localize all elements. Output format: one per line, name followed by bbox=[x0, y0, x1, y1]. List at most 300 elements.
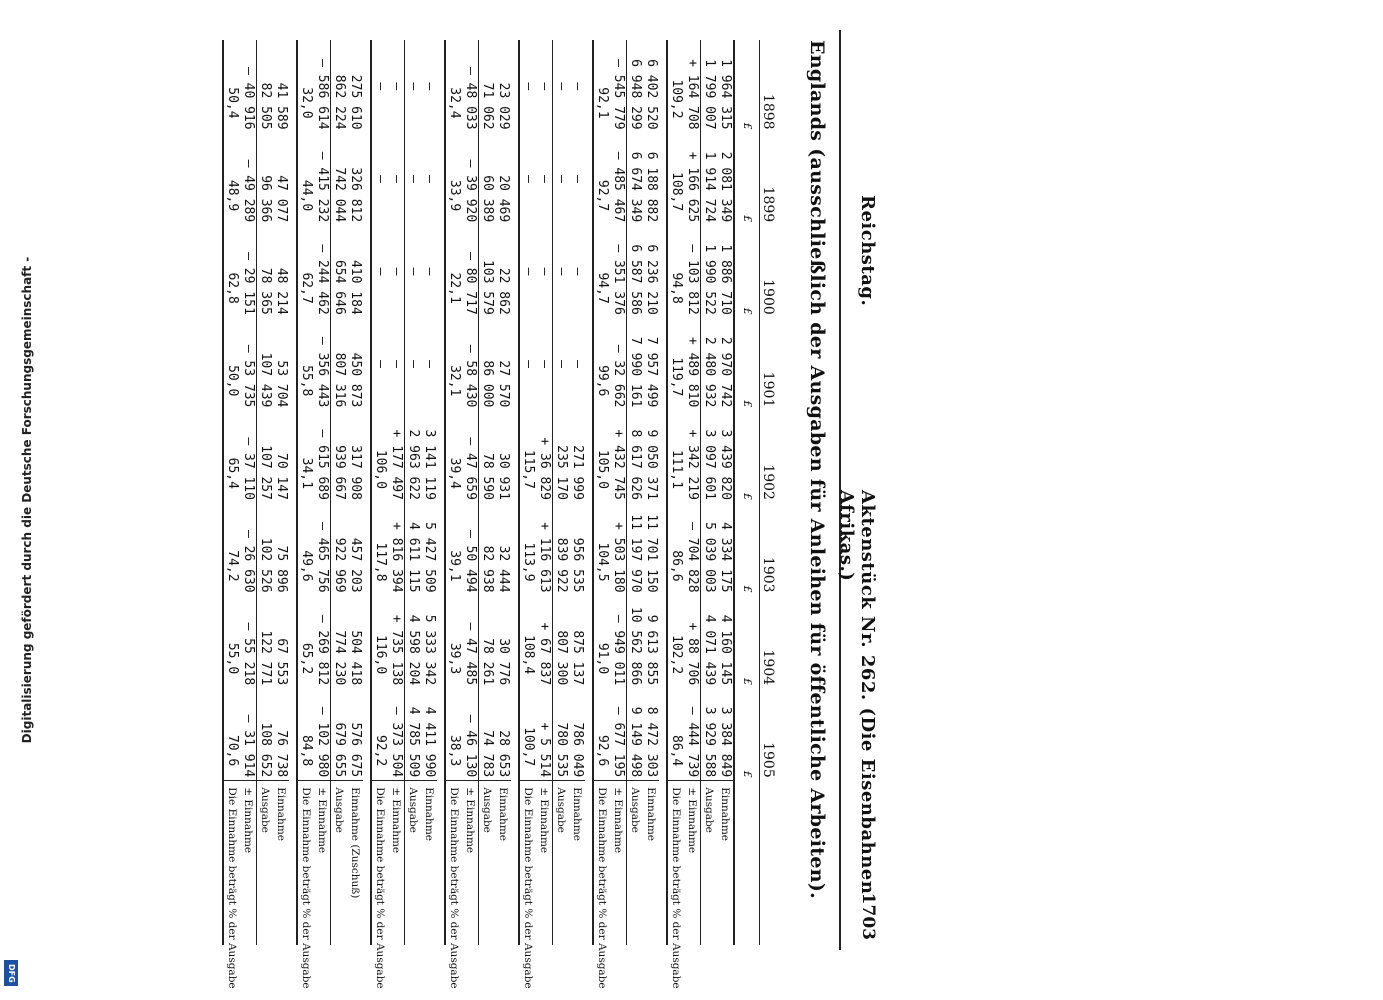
table-cell: 55,8 bbox=[297, 318, 314, 411]
gap-cell bbox=[363, 40, 371, 133]
gap-cell bbox=[289, 781, 297, 945]
table-row bbox=[519, 40, 536, 945]
table-cell: + 116 613 bbox=[537, 522, 552, 593]
table-cell: — 40 916 bbox=[241, 66, 256, 130]
table-cell: — 46 130 bbox=[463, 714, 478, 778]
currency-cell: £ bbox=[734, 503, 760, 596]
table-cell: 106,0 bbox=[371, 410, 388, 503]
table-cell: 22,1 bbox=[445, 225, 462, 318]
table-cell: — 103 812 bbox=[685, 244, 700, 315]
table-cell: — 31 914 bbox=[241, 714, 256, 778]
table-cell: 1 799 007 bbox=[701, 40, 718, 133]
table-cell: 78 365 bbox=[257, 225, 274, 318]
table-cell: 39,1 bbox=[445, 503, 462, 596]
currency-cell: £ bbox=[734, 133, 760, 226]
table-cell: — bbox=[519, 40, 536, 133]
gap-cell bbox=[437, 318, 445, 411]
row-label: Ausgabe bbox=[331, 781, 348, 945]
table-cell: — 102 980 bbox=[315, 706, 330, 778]
gap-cell bbox=[585, 225, 593, 318]
table-cell: 875 137 bbox=[570, 630, 585, 686]
gap-cell bbox=[437, 40, 445, 133]
table-row bbox=[462, 40, 479, 945]
table-cell: 9 050 371 bbox=[644, 429, 659, 500]
table-cell: — bbox=[405, 133, 422, 226]
row-label: Ausgabe bbox=[257, 781, 274, 945]
table-cell: + 67 837 bbox=[537, 622, 552, 686]
table-cell: — 444 739 bbox=[685, 706, 700, 778]
row-label: Die Einnahme beträgt % der Ausgabe bbox=[371, 781, 388, 945]
gap-cell bbox=[585, 503, 593, 596]
table-row bbox=[314, 40, 331, 945]
table-cell: 23 029 bbox=[496, 82, 511, 130]
gap-cell bbox=[363, 318, 371, 411]
gap-cell bbox=[437, 781, 445, 945]
table-cell: 6 674 349 bbox=[627, 133, 644, 226]
table-cell: 3 141 119 bbox=[422, 429, 437, 500]
table-cell: 11 701 150 bbox=[644, 514, 659, 593]
table-cell: — bbox=[537, 82, 552, 91]
table-cell: — bbox=[553, 133, 570, 226]
header-title: Aktenstück Nr. 262. (Die Eisenbahnen Afrikas.) bbox=[836, 490, 878, 895]
row-label: Einnahme bbox=[569, 781, 585, 945]
table-cell: 6 948 299 bbox=[627, 40, 644, 133]
table-cell: 119,7 bbox=[667, 318, 684, 411]
row-label: Die Einnahme beträgt % der Ausgabe bbox=[667, 781, 684, 945]
gap-cell bbox=[363, 688, 371, 781]
table-cell: 1 990 522 bbox=[701, 225, 718, 318]
gap-cell bbox=[659, 781, 667, 945]
year-header: 1903 bbox=[760, 503, 789, 596]
table-title: Englands (ausschließlich der Ausgaben für Anleihen für öffentliche Arbeiten). bbox=[806, 40, 828, 900]
row-label: Die Einnahme beträgt % der Ausgabe bbox=[297, 781, 314, 945]
row-label: ± Einnahme bbox=[462, 781, 479, 945]
gap-cell bbox=[585, 318, 593, 411]
table-cell: — bbox=[553, 318, 570, 411]
table-row bbox=[297, 40, 314, 945]
table-cell: — 356 443 bbox=[315, 336, 330, 408]
table-cell: 107 439 bbox=[257, 318, 274, 411]
table-cell: — bbox=[389, 267, 404, 276]
table-cell: — bbox=[405, 40, 422, 133]
table-cell: 679 655 bbox=[331, 688, 348, 781]
table-cell: 30 776 bbox=[496, 638, 511, 686]
table-cell: — bbox=[537, 360, 552, 368]
table-row bbox=[553, 40, 570, 945]
row-label: ± Einnahme bbox=[610, 781, 627, 945]
currency-cell: £ bbox=[734, 318, 760, 411]
finance-table bbox=[222, 40, 788, 989]
table-cell: 6 402 520 bbox=[644, 59, 659, 130]
gap-cell bbox=[659, 225, 667, 318]
table-cell: — bbox=[422, 174, 437, 183]
gap-cell bbox=[511, 410, 519, 503]
row-label: Einnahme (Zuschuß) bbox=[347, 781, 363, 945]
table-cell: 654 646 bbox=[331, 225, 348, 318]
gap-cell bbox=[659, 596, 667, 689]
table-row bbox=[331, 40, 348, 945]
table-row bbox=[388, 40, 405, 945]
table-cell: 5 039 003 bbox=[701, 503, 718, 596]
table-cell: 92,6 bbox=[593, 688, 610, 781]
table-row bbox=[371, 40, 388, 945]
table-cell: 92,2 bbox=[371, 688, 388, 781]
table-cell: 38,3 bbox=[445, 688, 462, 781]
table-cell: 53 704 bbox=[274, 360, 289, 408]
table-row bbox=[717, 40, 734, 945]
table-cell: + 432 745 bbox=[611, 429, 626, 500]
table-cell: — bbox=[519, 133, 536, 226]
table-cell: 76 738 bbox=[274, 730, 289, 778]
row-label: Ausgabe bbox=[701, 781, 718, 945]
table-cell: 807 316 bbox=[331, 318, 348, 411]
group-gap bbox=[437, 40, 445, 945]
row-label: Ausgabe bbox=[553, 781, 570, 945]
year-header: 1899 bbox=[760, 133, 789, 226]
table-cell: — bbox=[570, 174, 585, 183]
gap-cell bbox=[659, 133, 667, 226]
table-cell: + 164 708 bbox=[685, 59, 700, 130]
table-cell: 28 653 bbox=[496, 730, 511, 778]
table-cell: 504 418 bbox=[348, 630, 363, 686]
table-cell: 44,0 bbox=[297, 133, 314, 226]
table-cell: — 465 756 bbox=[315, 522, 330, 593]
table-cell: — bbox=[405, 318, 422, 411]
table-row bbox=[593, 40, 610, 945]
table-cell: 86,6 bbox=[667, 503, 684, 596]
table-cell: 1 914 724 bbox=[701, 133, 718, 226]
table-cell: 70 147 bbox=[274, 453, 289, 500]
table-cell: 70,6 bbox=[223, 688, 240, 781]
table-cell: — bbox=[553, 40, 570, 133]
table-cell: 67 553 bbox=[274, 638, 289, 686]
year-header: 1904 bbox=[760, 596, 789, 689]
table-cell: + 5 514 bbox=[537, 722, 552, 778]
table-cell: 4 160 145 bbox=[718, 614, 733, 686]
table-cell: 48 214 bbox=[274, 267, 289, 315]
table-row bbox=[405, 40, 422, 945]
table-cell: 49,6 bbox=[297, 503, 314, 596]
label-header bbox=[760, 781, 789, 945]
table-cell: 115,7 bbox=[519, 410, 536, 503]
table-cell: — 49 289 bbox=[241, 159, 256, 223]
table-cell: 104,5 bbox=[593, 503, 610, 596]
table-cell: 122 771 bbox=[257, 596, 274, 689]
table-cell: 108,7 bbox=[667, 133, 684, 226]
table-cell: — 50 494 bbox=[463, 529, 478, 593]
gap-cell bbox=[437, 133, 445, 226]
table-cell: 75 896 bbox=[274, 545, 289, 593]
table-row bbox=[495, 40, 511, 945]
table-cell: 102,2 bbox=[667, 596, 684, 689]
table-cell: 109,2 bbox=[667, 40, 684, 133]
table-cell: 62,7 bbox=[297, 225, 314, 318]
table-cell: — 615 689 bbox=[315, 429, 330, 500]
table-cell: 91,0 bbox=[593, 596, 610, 689]
page-number: 1703 bbox=[858, 892, 878, 940]
row-label: Einnahme bbox=[421, 781, 437, 945]
table-cell: 32,1 bbox=[445, 318, 462, 411]
gap-cell bbox=[511, 40, 519, 133]
table-cell: 786 049 bbox=[570, 722, 585, 778]
gap-cell bbox=[511, 225, 519, 318]
row-label: Einnahme bbox=[717, 781, 734, 945]
table-cell: — bbox=[570, 360, 585, 368]
table-cell: 86 000 bbox=[479, 318, 496, 411]
table-cell: — 949 011 bbox=[611, 614, 626, 686]
table-cell: 1 964 315 bbox=[718, 59, 733, 130]
gap-cell bbox=[511, 688, 519, 781]
table-cell: — 48 033 bbox=[463, 66, 478, 130]
table-cell: — bbox=[537, 174, 552, 183]
year-header: 1905 bbox=[760, 688, 789, 781]
table-row bbox=[223, 40, 240, 945]
row-label: Ausgabe bbox=[405, 781, 422, 945]
table-cell: + 177 497 bbox=[389, 429, 404, 500]
table-cell: — bbox=[553, 225, 570, 318]
table-cell: — bbox=[422, 267, 437, 276]
gap-cell bbox=[363, 133, 371, 226]
gap-cell bbox=[289, 410, 297, 503]
table-cell: 410 184 bbox=[348, 259, 363, 315]
group-gap bbox=[363, 40, 371, 945]
table-cell: 774 230 bbox=[331, 596, 348, 689]
table-cell: 317 908 bbox=[348, 445, 363, 500]
table-cell: 2 480 932 bbox=[701, 318, 718, 411]
table-cell: 4 611 115 bbox=[405, 503, 422, 596]
table-cell: 271 999 bbox=[570, 445, 585, 500]
table-cell: — 586 614 bbox=[315, 59, 330, 130]
gap-cell bbox=[289, 318, 297, 411]
table-cell: 780 535 bbox=[553, 688, 570, 781]
table-row bbox=[536, 40, 553, 945]
table-cell: — bbox=[422, 82, 437, 91]
table-cell: 50,4 bbox=[223, 40, 240, 133]
table-cell: — 485 467 bbox=[611, 151, 626, 223]
gap-cell bbox=[511, 781, 519, 945]
table-cell: 3 097 601 bbox=[701, 410, 718, 503]
currency-cell: £ bbox=[734, 596, 760, 689]
gap-cell bbox=[511, 596, 519, 689]
table-cell: 576 675 bbox=[348, 722, 363, 778]
table-row bbox=[643, 40, 659, 945]
table-cell: 92,7 bbox=[593, 133, 610, 226]
table-row bbox=[479, 40, 496, 945]
funding-note: Digitalisierung gefördert durch die Deutsche Forschungsgemeinschaft - bbox=[20, 256, 34, 744]
table-cell: — 53 735 bbox=[241, 344, 256, 408]
gap-cell bbox=[363, 225, 371, 318]
gap-cell bbox=[363, 596, 371, 689]
table-cell: 862 224 bbox=[331, 40, 348, 133]
row-label: ± Einnahme bbox=[388, 781, 405, 945]
table-cell: 22 862 bbox=[496, 267, 511, 315]
table-cell: 108 652 bbox=[257, 688, 274, 781]
currency-cell: £ bbox=[734, 688, 760, 781]
table-row bbox=[627, 40, 644, 945]
table-cell: 2 963 622 bbox=[405, 410, 422, 503]
gap-cell bbox=[437, 596, 445, 689]
table-cell: 6 236 210 bbox=[644, 244, 659, 315]
row-label: Ausgabe bbox=[627, 781, 644, 945]
row-label: Die Einnahme beträgt % der Ausgabe bbox=[445, 781, 462, 945]
row-label: ± Einnahme bbox=[240, 781, 257, 945]
table-cell: — bbox=[389, 174, 404, 183]
table-cell: 4 071 439 bbox=[701, 596, 718, 689]
year-header: 1898 bbox=[760, 40, 789, 133]
table-cell: 41 589 bbox=[274, 82, 289, 130]
running-header bbox=[836, 30, 883, 950]
currency-cell: £ bbox=[734, 410, 760, 503]
table-cell: 102 526 bbox=[257, 503, 274, 596]
table-cell: + 36 829 bbox=[537, 437, 552, 500]
gap-cell bbox=[585, 781, 593, 945]
table-cell: 275 610 bbox=[348, 74, 363, 130]
table-cell: 956 535 bbox=[570, 537, 585, 593]
gap-cell bbox=[437, 503, 445, 596]
table-cell: — bbox=[389, 82, 404, 91]
table-cell: + 342 219 bbox=[685, 429, 700, 500]
year-header: 1900 bbox=[760, 225, 789, 318]
gap-cell bbox=[659, 410, 667, 503]
gap-cell bbox=[437, 410, 445, 503]
table-cell: — 244 462 bbox=[315, 244, 330, 315]
table-cell: 3 439 820 bbox=[718, 429, 733, 500]
table-cell: 74,2 bbox=[223, 503, 240, 596]
row-label: ± Einnahme bbox=[684, 781, 701, 945]
gap-cell bbox=[363, 410, 371, 503]
table-cell: 116,0 bbox=[371, 596, 388, 689]
table-cell: 922 969 bbox=[331, 503, 348, 596]
table-row bbox=[347, 40, 363, 945]
table-cell: + 88 706 bbox=[685, 622, 700, 686]
table-cell: 74 783 bbox=[479, 688, 496, 781]
currency-row bbox=[734, 40, 760, 945]
table-cell: — 677 195 bbox=[611, 706, 626, 778]
table-cell: — 47 485 bbox=[463, 622, 478, 686]
table-cell: 807 300 bbox=[553, 596, 570, 689]
table-cell: 65,4 bbox=[223, 410, 240, 503]
table-cell: 4 411 990 bbox=[422, 706, 437, 778]
table-cell: 20 469 bbox=[496, 175, 511, 223]
row-label: Einnahme bbox=[495, 781, 511, 945]
table-row bbox=[667, 40, 684, 945]
table-cell: 82 505 bbox=[257, 40, 274, 133]
currency-cell: £ bbox=[734, 40, 760, 133]
table-cell: + 816 394 bbox=[389, 522, 404, 593]
table-cell: 6 188 882 bbox=[644, 151, 659, 223]
table-cell: 78 590 bbox=[479, 410, 496, 503]
table-cell: 1 886 710 bbox=[718, 244, 733, 315]
table-cell: — 55 218 bbox=[241, 622, 256, 686]
table-cell: 6 587 586 bbox=[627, 225, 644, 318]
gap-cell bbox=[585, 40, 593, 133]
table-cell: 82 938 bbox=[479, 503, 496, 596]
table-cell: 47 077 bbox=[274, 175, 289, 223]
gap-cell bbox=[585, 410, 593, 503]
table-cell: — 58 430 bbox=[463, 344, 478, 408]
row-label: Die Einnahme beträgt % der Ausgabe bbox=[223, 781, 240, 945]
table-cell: — bbox=[519, 225, 536, 318]
row-label: ± Einnahme bbox=[314, 781, 331, 945]
table-cell: 5 333 342 bbox=[422, 614, 437, 686]
table-cell: 939 667 bbox=[331, 410, 348, 503]
table-cell: 108,4 bbox=[519, 596, 536, 689]
gap-cell bbox=[585, 596, 593, 689]
gap-cell bbox=[289, 225, 297, 318]
table-cell: 86,4 bbox=[667, 688, 684, 781]
gap-cell bbox=[659, 318, 667, 411]
table-cell: — 373 504 bbox=[389, 706, 404, 778]
table-cell: 96 366 bbox=[257, 133, 274, 226]
table-cell: — 80 717 bbox=[463, 252, 478, 315]
gap-cell bbox=[437, 688, 445, 781]
table-cell: 94,8 bbox=[667, 225, 684, 318]
table-cell: — bbox=[537, 267, 552, 276]
table-cell: 94,7 bbox=[593, 225, 610, 318]
table-cell: — bbox=[389, 360, 404, 368]
table-cell: 4 334 175 bbox=[718, 522, 733, 593]
table-cell: — 26 630 bbox=[241, 529, 256, 593]
table-cell: — bbox=[570, 82, 585, 91]
table-cell: 7 957 499 bbox=[644, 336, 659, 408]
table-cell: 39,4 bbox=[445, 410, 462, 503]
table-cell: 4 785 509 bbox=[405, 688, 422, 781]
table-cell: — bbox=[371, 225, 388, 318]
table-cell: 3 929 588 bbox=[701, 688, 718, 781]
year-header-row bbox=[760, 40, 789, 945]
table-row bbox=[273, 40, 289, 945]
table-cell: 84,8 bbox=[297, 688, 314, 781]
table-row bbox=[257, 40, 274, 945]
table-cell: + 735 138 bbox=[389, 614, 404, 686]
dfg-logo: DFG bbox=[4, 960, 18, 986]
table-cell: 2 081 349 bbox=[718, 151, 733, 223]
table-cell: 450 873 bbox=[348, 352, 363, 408]
table-cell: 34,1 bbox=[297, 410, 314, 503]
table-cell: 78 261 bbox=[479, 596, 496, 689]
table-cell: — 47 659 bbox=[463, 437, 478, 500]
gap-cell bbox=[289, 596, 297, 689]
table-cell: 39,3 bbox=[445, 596, 462, 689]
table-cell: 65,2 bbox=[297, 596, 314, 689]
table-cell: 71 062 bbox=[479, 40, 496, 133]
table-cell: — 29 151 bbox=[241, 252, 256, 315]
table-cell: 3 384 849 bbox=[718, 706, 733, 778]
table-cell: — 39 920 bbox=[463, 159, 478, 223]
group-gap bbox=[289, 40, 297, 945]
gap-cell bbox=[659, 688, 667, 781]
table-cell: 839 922 bbox=[553, 503, 570, 596]
group-gap bbox=[511, 40, 519, 945]
table-cell: 107 257 bbox=[257, 410, 274, 503]
table-cell: 235 170 bbox=[553, 410, 570, 503]
table-cell: 113,9 bbox=[519, 503, 536, 596]
table-cell: 32,0 bbox=[297, 40, 314, 133]
gap-cell bbox=[511, 503, 519, 596]
table-cell: — bbox=[422, 360, 437, 368]
year-header: 1901 bbox=[760, 318, 789, 411]
header-section: Reichstag. bbox=[857, 195, 878, 307]
gap-cell bbox=[363, 503, 371, 596]
table-row bbox=[445, 40, 462, 945]
row-label: Die Einnahme beträgt % der Ausgabe bbox=[593, 781, 610, 945]
gap-cell bbox=[585, 688, 593, 781]
table-row bbox=[421, 40, 437, 945]
table-cell: 9 613 855 bbox=[644, 614, 659, 686]
table-cell: 10 562 866 bbox=[627, 596, 644, 689]
table-cell: 92,1 bbox=[593, 40, 610, 133]
table-cell: 8 472 303 bbox=[644, 706, 659, 778]
